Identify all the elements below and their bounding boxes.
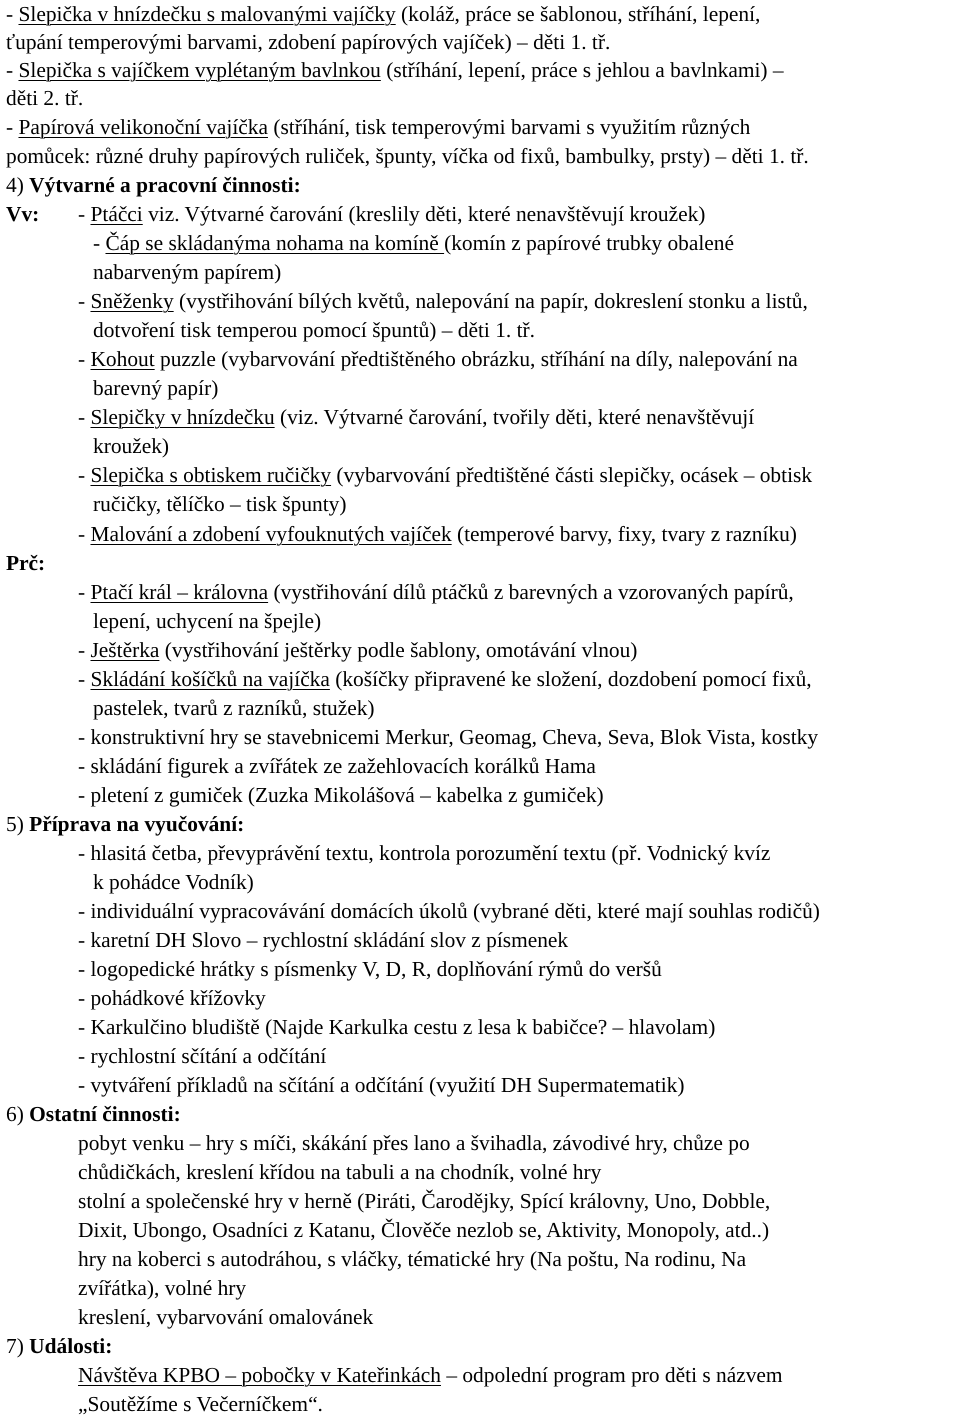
text-line <box>78 1274 246 1302</box>
text-segment: 5) <box>6 812 30 836</box>
text-segment: pomůcek: různé druhy papírových ruliček, špunty, víčka od fixů, bambulky, prsty) – děti 1. tř. <box>6 144 809 168</box>
text-line <box>93 432 169 460</box>
text-segment: kroužek) <box>93 434 170 458</box>
underlined-item-title: Čáp se skládanýma nohama na komíně <box>105 231 445 255</box>
text-line <box>6 549 45 577</box>
text-line <box>78 1129 750 1157</box>
text-segment: - <box>93 231 106 255</box>
section-heading: Výtvarné a pracovní činnosti: <box>29 173 301 197</box>
text-line <box>6 84 83 112</box>
text-line <box>6 1100 181 1128</box>
text-line <box>78 1303 373 1331</box>
underlined-item-title: Malování a zdobení vyfouknutých vajíček <box>90 522 452 546</box>
underlined-item-title: Slepička v hnízdečku s malovanými vajíčky <box>18 2 396 26</box>
underlined-item-title: Skládání košíčků na vajíčka <box>90 667 330 691</box>
text-segment: pobyt venku – hry s míči, skákání přes lano a švihadla, závodivé hry, chůze po <box>78 1131 750 1155</box>
text-segment: (vystřihování dílů ptáčků z barevných a vzorovaných papírů, <box>268 580 794 604</box>
text-line <box>78 955 662 983</box>
text-segment: puzzle (vybarvování předtištěného obrázku, stříhání na díly, nalepování na <box>154 347 798 371</box>
text-line <box>78 1390 323 1418</box>
text-line <box>6 56 784 84</box>
text-segment: 4) <box>6 173 30 197</box>
text-line <box>6 113 750 141</box>
text-segment: ručičky, tělíčko – tisk špunty) <box>93 492 347 516</box>
text-line <box>6 1332 112 1360</box>
text-line <box>93 607 321 635</box>
text-line <box>6 171 301 199</box>
text-segment: - <box>78 463 91 487</box>
text-segment: k pohádce Vodník) <box>93 870 254 894</box>
text-segment: - <box>78 347 91 371</box>
text-line <box>93 868 254 896</box>
text-line <box>93 374 218 402</box>
section-heading: Prč: <box>6 551 46 575</box>
text-segment: - konstruktivní hry se stavebnicemi Merkur, Geomag, Cheva, Seva, Blok Vista, kostky <box>78 725 819 749</box>
text-segment: (vybarvování předtištěné části slepičky, ocásek – obtisk <box>331 463 813 487</box>
text-segment: (vystřihování bílých květů, nalepování na papír, dokreslení stonku a listů, <box>173 289 808 313</box>
text-line <box>78 520 797 548</box>
text-segment: lepení, uchycení na špejle) <box>93 609 322 633</box>
text-segment: (komín z papírové trubky obalené <box>444 231 734 255</box>
section-heading: Příprava na vyučování: <box>29 812 245 836</box>
text-line <box>78 1158 601 1186</box>
text-line <box>6 0 760 28</box>
underlined-item-title: Sněženky <box>90 289 174 313</box>
text-line <box>78 636 637 664</box>
text-line <box>78 1216 769 1244</box>
text-line <box>78 403 754 431</box>
text-line <box>6 142 809 170</box>
text-segment: (temperové barvy, fixy, tvary z razníku) <box>451 522 797 546</box>
text-segment: barevný papír) <box>93 376 219 400</box>
text-segment: - <box>78 289 91 313</box>
text-line <box>78 926 568 954</box>
text-line <box>78 752 596 780</box>
text-line <box>93 490 346 518</box>
text-segment: - <box>78 202 91 226</box>
text-line <box>78 461 812 489</box>
text-line <box>93 694 375 722</box>
text-line <box>78 1042 326 1070</box>
text-segment: 7) <box>6 1334 30 1358</box>
text-segment: - logopedické hrátky s písmenky V, D, R, doplňování rýmů do veršů <box>78 957 662 981</box>
text-segment: stolní a společenské hry v herně (Piráti, Čarodějky, Spící královny, Uno, Dobble, <box>78 1189 771 1213</box>
text-line <box>78 578 794 606</box>
text-segment: - <box>78 405 91 429</box>
text-segment: - <box>78 522 91 546</box>
text-line <box>78 665 812 693</box>
text-segment: - pletení z gumiček (Zuzka Mikolášová – kabelka z gumiček) <box>78 783 604 807</box>
text-segment: „Soutěžíme s Večerníčkem“. <box>78 1392 323 1416</box>
text-segment: - <box>78 580 91 604</box>
text-line <box>78 200 705 228</box>
text-segment: - karetní DH Slovo – rychlostní skládání slov z písmenek <box>78 928 569 952</box>
text-line <box>93 258 281 286</box>
underlined-item-title: Slepičky v hnízdečku <box>90 405 275 429</box>
text-line <box>78 1071 684 1099</box>
section-heading: Události: <box>29 1334 113 1358</box>
underlined-item-title: Návštěva KPBO – pobočky v Kateřinkách <box>78 1363 441 1387</box>
text-segment: dotvoření tisk temperou pomocí špuntů) – děti 1. tř. <box>93 318 536 342</box>
text-line <box>78 839 770 867</box>
text-line <box>78 897 820 925</box>
text-segment: - pohádkové křížovky <box>78 986 266 1010</box>
underlined-item-title: Ptáčci <box>90 202 143 226</box>
underlined-item-title: Slepička s obtiskem ručičky <box>90 463 332 487</box>
text-line <box>93 229 734 257</box>
text-segment: - individuální vypracovávání domácích úkolů (vybrané děti, které mají souhlas rodičů) <box>78 899 820 923</box>
text-segment: (vystřihování ještěrky podle šablony, omotávání vlnou) <box>159 638 638 662</box>
text-segment: (košíčky připravené ke složení, dozdobení pomocí fixů, <box>329 667 812 691</box>
text-segment: kreslení, vybarvování omalovánek <box>78 1305 374 1329</box>
text-segment: ťupání temperovými barvami, zdobení papírových vajíček) – děti 1. tř. <box>6 30 611 54</box>
text-segment: nabarveným papírem) <box>93 260 282 284</box>
text-segment: - <box>78 638 91 662</box>
text-line <box>78 984 266 1012</box>
text-line <box>78 1013 715 1041</box>
text-segment: 6) <box>6 1102 30 1126</box>
text-line <box>78 781 604 809</box>
text-segment: - <box>78 667 91 691</box>
text-segment: - skládání figurek a zvířátek ze zažehlovacích korálků Hama <box>78 754 596 778</box>
underlined-item-title: Ještěrka <box>90 638 160 662</box>
text-line <box>6 200 39 228</box>
text-segment: - <box>6 2 19 26</box>
text-line <box>78 1361 783 1389</box>
text-segment: - hlasitá četba, převyprávění textu, kontrola porozumění textu (př. Vodnický kvíz <box>78 841 771 865</box>
text-segment: chůdičkách, kreslení křídou na tabuli a na chodník, volné hry <box>78 1160 602 1184</box>
text-line <box>78 1245 746 1273</box>
text-segment: – odpolední program pro děti s názvem <box>440 1363 783 1387</box>
text-segment: - Karkulčino bludiště (Najde Karkulka cestu z lesa k babičce? – hlavolam) <box>78 1015 716 1039</box>
text-segment: (stříhání, tisk temperovými barvami s využitím různých <box>267 115 751 139</box>
text-line <box>78 723 818 751</box>
text-line <box>93 316 535 344</box>
section-heading: Ostatní činnosti: <box>29 1102 181 1126</box>
text-segment: - <box>6 115 19 139</box>
text-segment: (viz. Výtvarné čarování, tvořily děti, které nenavštěvují <box>274 405 755 429</box>
underlined-item-title: Kohout <box>90 347 155 371</box>
text-segment: děti 2. tř. <box>6 86 84 110</box>
text-segment: (stříhání, lepení, práce s jehlou a bavlnkami) – <box>380 58 784 82</box>
underlined-item-title: Papírová velikonoční vajíčka <box>18 115 268 139</box>
text-segment: pastelek, tvarů z razníků, stužek) <box>93 696 375 720</box>
underlined-item-title: Slepička s vajíčkem vyplétaným bavlnkou <box>18 58 381 82</box>
text-segment: Dixit, Ubongo, Osadníci z Katanu, Člověče nezlob se, Aktivity, Monopoly, atd..) <box>78 1218 770 1242</box>
text-line <box>78 345 798 373</box>
underlined-item-title: Ptačí král – královna <box>90 580 269 604</box>
text-line <box>6 810 244 838</box>
text-segment: (koláž, práce se šablonou, stříhání, lepení, <box>395 2 761 26</box>
text-segment: zvířátka), volné hry <box>78 1276 247 1300</box>
text-line <box>78 1187 770 1215</box>
text-line <box>6 28 610 56</box>
text-segment: - <box>6 58 19 82</box>
text-segment: - vytváření příkladů na sčítání a odčítání (využití DH Supermatematik) <box>78 1073 685 1097</box>
text-segment: viz. Výtvarné čarování (kreslily děti, které nenavštěvují kroužek) <box>142 202 706 226</box>
text-segment: hry na koberci s autodráhou, s vláčky, tématické hry (Na poštu, Na rodinu, Na <box>78 1247 747 1271</box>
text-segment: - rychlostní sčítání a odčítání <box>78 1044 327 1068</box>
section-heading: Vv: <box>6 202 40 226</box>
text-line <box>78 287 808 315</box>
